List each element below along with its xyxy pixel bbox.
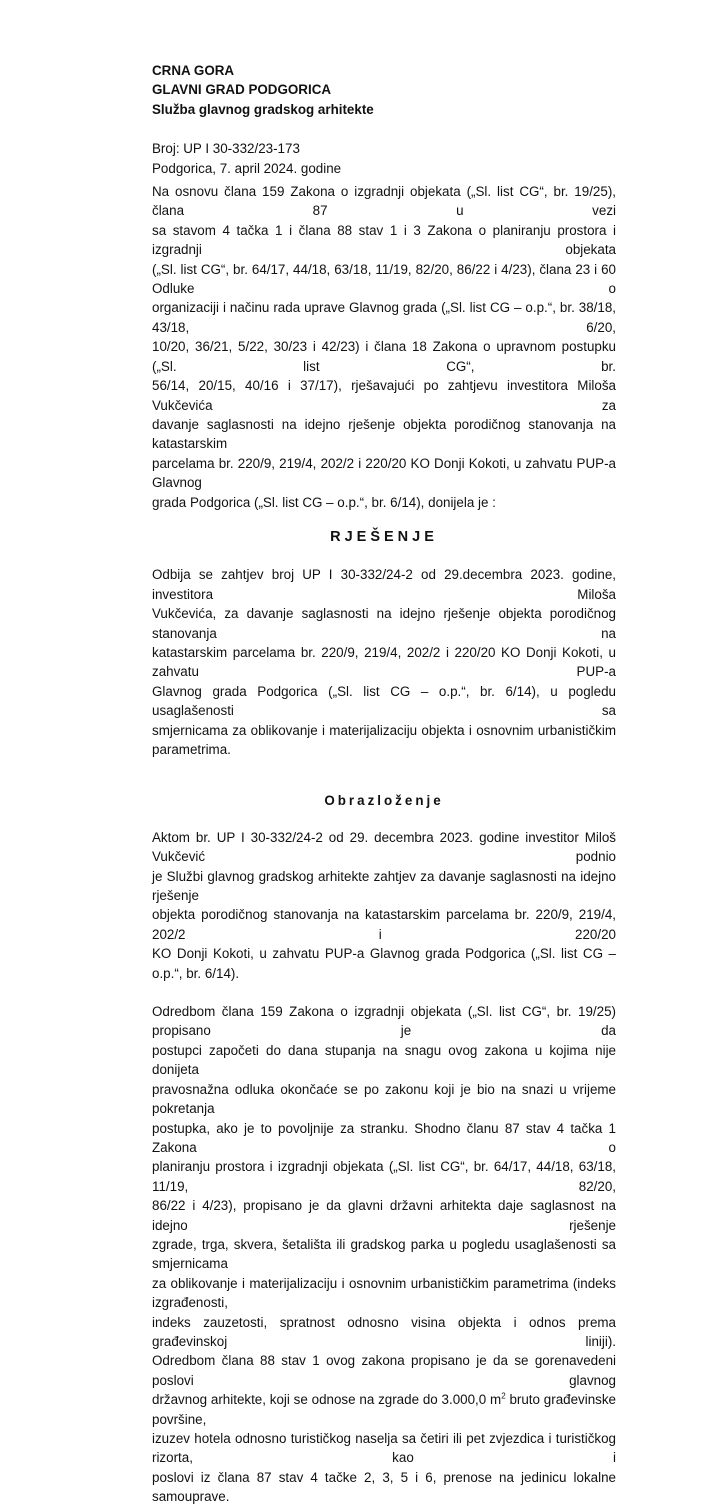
reasoning-paragraph-1 [152,828,616,983]
place-date: Podgorica, 7. april 2024. godine [152,160,342,176]
decision-paragraph [152,565,616,759]
text-line: poslovi iz člana 87 stav 4 tačke 2, 3, 5 i 6, prenose na jedinicu lokalne samouprave. [152,1469,616,1505]
header-country: CRNA GORA [152,63,235,78]
reasoning-paragraph-2 [152,1002,616,1507]
text-line: parcelama br. 220/9, 219/4, 202/2 i 220/20 KO Donji Kokoti, u zahvatu PUP-a Glavnog [152,455,616,491]
text-line: 86/22 i 4/23), propisano je da glavni državni arhitekta daje saglasnost na idejno rješenje [152,1198,616,1233]
superscript: 2 [501,1391,506,1401]
text-line: zgrade, trga, skvera, šetališta ili gradskog parka u pogledu usaglašenosti sa smjernicama [152,1236,616,1272]
text-segment: bruto građevinske površine, [152,1392,616,1427]
text-line: objekta porodičnog stanovanja na katastarskim parcelama br. 220/9, 219/4, 202/2 i 220/20 [152,907,616,942]
text-line: postupka, ako je to povoljnije za stranku. Shodno članu 87 stav 4 tačka 1 Zakona o [152,1120,616,1155]
intro-paragraph [152,182,616,512]
text-line: Glavnog grada Podgorica („Sl. list CG – o.p.“, br. 6/14), u pogledu usaglašenosti sa [152,683,616,719]
text-line: je Službi glavnog gradskog arhitekte zahtjev za davanje saglasnosti na idejno rješenje [152,868,616,904]
text-line: Aktom br. UP I 30-332/24-2 od 29. decembra 2023. godine investitor Miloš Vukčević podnio [152,829,616,865]
text-line: izuzev hotela odnosno turističkog naselja sa četiri ili pet zvjezdica i turističkog rizorta, kao i [152,1431,616,1466]
document-page [152,61,616,1507]
text-line: grada Podgorica („Sl. list CG – o.p.“, br. 6/14), donijela je : [152,494,496,510]
text-line: 10/20, 36/21, 5/22, 30/23 i 42/23) i člana 18 Zakona o upravnom postupku („Sl. list CG“, br. [152,339,616,374]
text-line: Odredbom člana 159 Zakona o izgradnji objekata („Sl. list CG“, br. 19/25) propisano je da [152,1004,616,1039]
text-line: Odredbom člana 88 stav 1 ovog zakona propisano je da se gorenavedeni poslovi glavnog [152,1353,616,1388]
text-line: davanje saglasnosti na idejno rješenje objekta porodičnog stanovanja na katastarskim [152,416,616,452]
text-line: Odbija se zahtjev broj UP I 30-332/24-2 od 29.decembra 2023. godine, investitora Miloša [152,567,616,602]
text-line: za oblikovanje i materijalizaciju i osnovnim urbanističkim parametrima (indeks izgrađenosti, [152,1275,616,1311]
text-line: 56/14, 20/15, 40/16 i 37/17), rješavajući po zahtjevu investitora Miloša Vukčevića za [152,378,616,413]
text-line [152,1390,616,1429]
text-line: Na osnovu člana 159 Zakona o izgradnji objekata („Sl. list CG“, br. 19/25), člana 87 u vezi [152,184,616,219]
text-line: indeks zauzetosti, spratnost odnosno visina objekta i odnos prema građevinskoj liniji). [152,1314,616,1349]
text-line: organizaciji i načinu rada uprave Glavnog grada („Sl. list CG – o.p.“, br. 38/18, 43/18, 6/20, [152,300,616,335]
text-line: Vukčevića, za davanje saglasnosti na idejno rješenje objekta porodičnog stanovanja na [152,606,616,641]
text-segment: državnog arhitekte, koji se odnose na zgrade do 3.000,0 m [152,1392,502,1408]
text-line: KO Donji Kokoti, u zahvatu PUP-a Glavnog grada Podgorica („Sl. list CG – o.p.“, br. 6/14). [152,946,616,981]
text-line: planiranju prostora i izgradnji objekata („Sl. list CG“, br. 64/17, 44/18, 63/18, 11/19, 82/20, [152,1159,616,1194]
text-line: postupci započeti do dana stupanja na snagu ovog zakona u kojima nije donijeta [152,1042,616,1078]
reasoning-title: Obrazloženje [324,793,444,809]
text-line: pravosnažna odluka okončaće se po zakonu koji je bio na snazi u vrijeme pokretanja [152,1081,616,1117]
text-line: („Sl. list CG“, br. 64/17, 44/18, 63/18, 11/19, 82/20, 86/22 i 4/23), člana 23 i 60 Odluke o [152,261,616,297]
text-line: smjernicama za oblikovanje i materijalizaciju objekta i osnovnim urbanističkim parametrima. [152,722,616,757]
text-line: sa stavom 4 tačka 1 i člana 88 stav 1 i 3 Zakona o planiranju prostora i izgradnji objekata [152,222,616,258]
decision-title: RJEŠENJE [330,528,438,545]
header-office: Služba glavnog gradskog arhitekte [152,101,374,117]
document-number: Broj: UP I 30-332/23-173 [152,141,300,157]
header-city: GLAVNI GRAD PODGORICA [152,82,332,98]
text-line: katastarskim parcelama br. 220/9, 219/4, 202/2 i 220/20 KO Donji Kokoti, u zahvatu PUP-a [152,644,616,680]
